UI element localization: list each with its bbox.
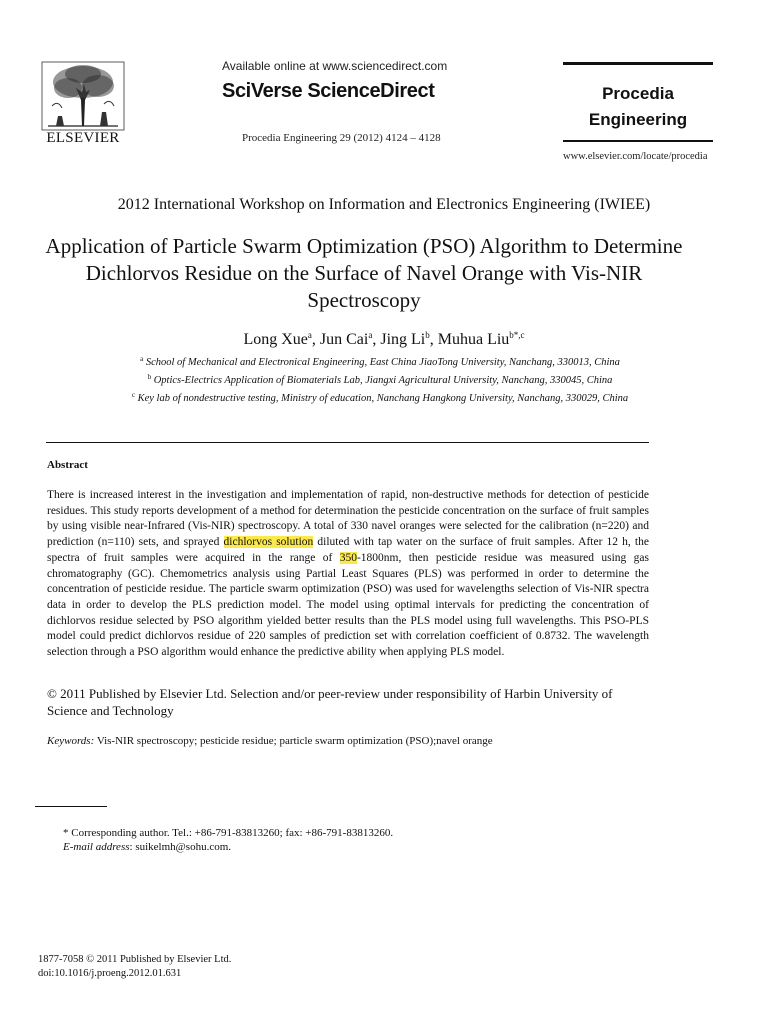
- keywords: [47, 735, 652, 747]
- affiliation-item: $^b$ Optics-Electrics Application of Biomaterials Lab, Jiangxi Agricultural University, Nanchang, 330045, China: [147, 373, 613, 386]
- elsevier-logo-text: ELSEVIER: [46, 130, 120, 146]
- sciverse-sciencedirect-logo: SciVerse ScienceDirect: [222, 80, 435, 102]
- doi-line[interactable]: doi:10.1016/j.proeng.2012.01.631: [38, 968, 182, 979]
- affiliation-list: [80, 352, 680, 406]
- affiliation-item: $^a$ School of Mechanical and Electronical Engineering, East China JiaoTong University, Nanchang, 330013, China: [140, 355, 620, 368]
- available-online-text: Available online at www.sciencedirect.com: [222, 59, 448, 73]
- journal-title-box: [563, 62, 713, 142]
- journal-title: [563, 81, 713, 133]
- author-name: Muhua Liu: [437, 331, 510, 348]
- workshop-name: 2012 International Workshop on Information and Electronics Engineering (IWIEE): [117, 196, 651, 213]
- author-affiliation-mark: a: [368, 330, 373, 340]
- journal-citation: Procedia Engineering 29 (2012) 4124 – 4128: [242, 132, 441, 144]
- corresponding-author-contact: * Corresponding author. Tel.: +86-791-83813260; fax: +86-791-83813260.: [63, 827, 394, 839]
- author-name: Jun Cai: [319, 331, 369, 348]
- abstract-body: There is increased interest in the investigation and implementation of rapid, non-destructive methods for detection of pesticide residues. This study reports development of a method for determination the pesticide concentration on the surface of fruit samples by using visible near-Infrared (Vis-NIR) spectroscopy. A total of 330 navel oranges were selected for the calibration (n=220) and prediction (n=110) sets, and sprayed dichlorvos solution diluted with tap water on the surface of fruit samples. After 12 h, the spectra of fruit samples were acquired in the range of 350-1800nm, then pesticide residue was measured using gas chromatography (GC). Chemometrics analysis using Partial Least Squares (PLS) was performed in order to determine the concentration of pesticide residue. The particle swarm optimization (PSO) was used for wavelengths selection of Vis-NIR spectra data in order to develop the PLS prediction model. The model using optimal intervals for predicting the concentration of dichlorvos residue selected by PSO algorithm yielded better results than the PLS model using full wavelengths. This PSO-PLS model could predict dichlorvos residue of 220 samples of prediction set with correlation coefficient of 0.8732. The wavelength selection through a PSO algorithm would enhance the predictive ability when applying PLS model.: [47, 489, 649, 659]
- author-affiliation-mark: b: [425, 330, 430, 340]
- affiliation-item: $^c$ Key lab of nondestructive testing, Ministry of education, Nanchang Hangkong University, Nanchang, 330029, China: [131, 391, 629, 404]
- journal-url: www.elsevier.com/locate/procedia: [563, 151, 708, 162]
- elsevier-logo: [38, 60, 128, 152]
- author-name: Long Xue: [243, 331, 308, 348]
- issn-line: 1877-7058 © 2011 Published by Elsevier Ltd.: [38, 954, 232, 965]
- author-name: Jing Li: [380, 331, 426, 348]
- highlighted-text[interactable]: dichlorvos solution: [223, 536, 314, 549]
- abstract-heading: Abstract: [47, 459, 88, 471]
- keywords-label: Keywords:: [47, 735, 95, 747]
- footnote-divider: [35, 806, 107, 807]
- author-affiliation-mark: a: [307, 330, 312, 340]
- email-address[interactable]: : suikelmh@sohu.com.: [129, 841, 232, 853]
- publication-footer: [38, 953, 231, 981]
- journal-title-line2: Engineering: [588, 110, 688, 129]
- copyright-notice: © 2011 Published by Elsevier Ltd. Selection and/or peer-review under responsibility of Harbin University of Science and Technology: [47, 686, 613, 718]
- email-line: [63, 840, 393, 854]
- corresponding-author-footnote: [63, 826, 393, 854]
- keywords-list: Vis-NIR spectroscopy; pesticide residue; particle swarm optimization (PSO);navel orange: [94, 735, 493, 747]
- journal-title-line1: Procedia: [602, 84, 674, 103]
- author-list: Long Xue$^a$, Jun Cai$^a$, Jing Li$^b$, Muhua Liu$^{b*,c}$: [243, 330, 525, 348]
- paper-title: Application of Particle Swarm Optimization (PSO) Algorithm to Determine Dichlorvos Residue on the Surface of Navel Orange with Vis-NIR Spectroscopy: [45, 234, 683, 312]
- section-divider: [46, 442, 649, 443]
- email-label: E-mail address: [63, 841, 130, 853]
- author-affiliation-mark: b*,c: [509, 330, 525, 340]
- highlighted-text[interactable]: 350: [339, 551, 357, 564]
